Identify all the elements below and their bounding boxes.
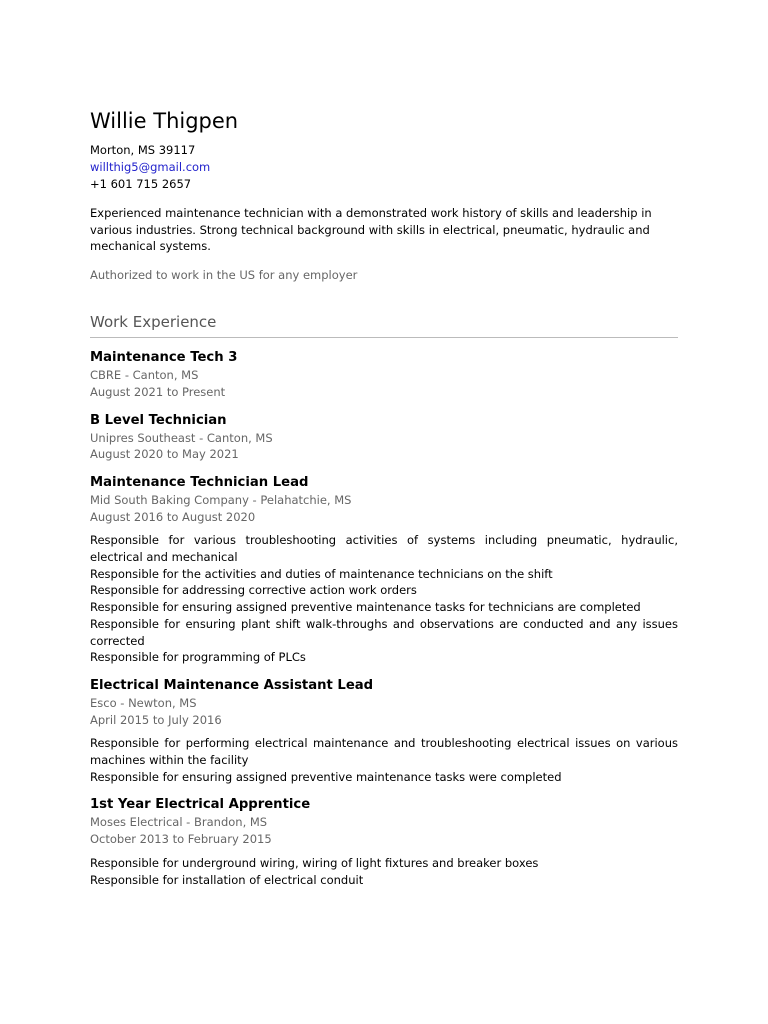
- description-line: Responsible for installation of electrical conduit: [90, 872, 364, 887]
- job-dates: October 2013 to February 2015: [90, 832, 272, 847]
- phone: +1 601 715 2657: [90, 177, 192, 191]
- description-line: Responsible for ensuring assigned preventive maintenance tasks were completed: [90, 769, 562, 784]
- summary: Experienced maintenance technician with a demonstrated work history of skills and leadership in various industries. Strong technical background with skills in electrical, pneumatic, hydraulic and mechanical systems.: [90, 206, 652, 254]
- job-dates: August 2020 to May 2021: [90, 447, 239, 462]
- job-entry: [90, 411, 678, 463]
- job-title: 1st Year Electrical Apprentice: [90, 797, 311, 813]
- jobs-list: [90, 348, 678, 888]
- location: Morton, MS 39117: [90, 143, 196, 157]
- job-company: Mid South Baking Company - Pelahatchie, MS: [90, 492, 352, 507]
- resume-page: [90, 106, 678, 888]
- job-company: Unipres Southeast - Canton, MS: [90, 430, 273, 445]
- job-description: [90, 735, 678, 785]
- job-entry: [90, 676, 678, 786]
- description-line: Responsible for addressing corrective action work orders: [90, 583, 417, 598]
- description-line: Responsible for the activities and duties of maintenance technicians on the shift: [90, 566, 553, 581]
- description-line: Responsible for various troubleshooting activities of systems including pneumatic, hydraulic, electrical and mechanical: [90, 533, 678, 565]
- candidate-name: Willie Thigpen: [90, 109, 239, 133]
- description-line: Responsible for ensuring assigned preventive maintenance tasks for technicians are completed: [90, 600, 641, 615]
- job-dates: August 2021 to Present: [90, 384, 226, 399]
- job-title: Maintenance Technician Lead: [90, 474, 309, 490]
- job-entry: [90, 348, 678, 400]
- job-title: Electrical Maintenance Assistant Lead: [90, 677, 374, 693]
- job-entry: [90, 473, 678, 666]
- description-line: Responsible for underground wiring, wiring of light fixtures and breaker boxes: [90, 855, 539, 870]
- section-title-work-experience: Work Experience: [90, 312, 678, 338]
- job-company: Moses Electrical - Brandon, MS: [90, 815, 268, 830]
- work-authorization: Authorized to work in the US for any employer: [90, 268, 358, 283]
- description-line: Responsible for performing electrical maintenance and troubleshooting electrical issues on various machines within the facility: [90, 736, 678, 768]
- job-company: Esco - Newton, MS: [90, 695, 197, 710]
- email-link[interactable]: willthig5@gmail.com: [90, 160, 211, 174]
- job-dates: April 2015 to July 2016: [90, 712, 222, 727]
- job-company: CBRE - Canton, MS: [90, 368, 199, 383]
- job-title: Maintenance Tech 3: [90, 350, 238, 366]
- job-description: [90, 532, 678, 666]
- job-description: [90, 855, 678, 888]
- job-dates: August 2016 to August 2020: [90, 509, 256, 524]
- description-line: Responsible for programming of PLCs: [90, 650, 306, 665]
- job-entry: [90, 795, 678, 888]
- description-line: Responsible for ensuring plant shift walk-throughs and observations are conducted and any issues corrected: [90, 616, 678, 648]
- job-title: B Level Technician: [90, 412, 227, 428]
